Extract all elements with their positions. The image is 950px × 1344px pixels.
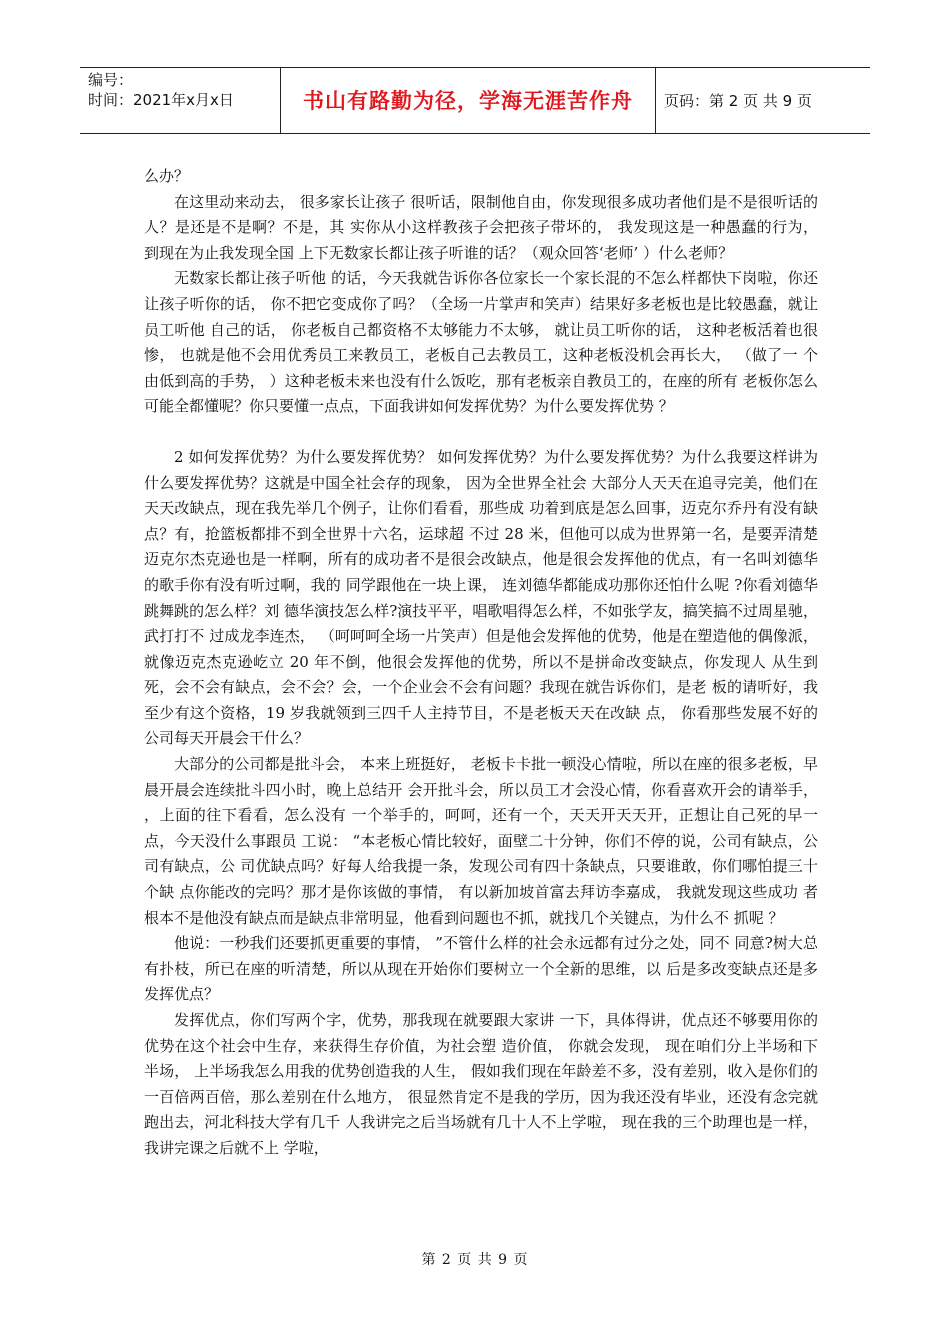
paragraph: 无数家长都让孩子听他 的话，今天我就告诉你各位家长一个家长混的不怎么样都快下岗啦，你还让孩子听你的话， 你不把它变成你了吗？（全场一片掌声和笑声）结果好多老板也是比较愚蠢，就让员工听他 自己的话， 你老板自己都资格不太够能力不太够， 就让员工听你的话， 这种老板活着也很惨， 也就是他不会用优秀员工来教员工，老板自己去教员工，这种老板没机会再长大， （做了一 个由低到高的手势， ）这种老板未来也没有什么饭吃，那有老板亲自教员工的，在座的所有 老板你怎么可能全都懂呢？你只要懂一点点，下面我讲如何发挥优势？为什么要发挥优势 ？ <box>144 269 818 416</box>
header-divider-left <box>280 67 281 133</box>
document-body <box>144 164 818 1162</box>
header-page-info: 页码：第 2 页 共 9 页 <box>664 91 812 110</box>
paragraph: 2 如何发挥优势？为什么要发挥优势？ 如何发挥优势？为什么要发挥优势？为什么我要这样讲为什么要发挥优势？这就是中国全社会存的现象， 因为全世界全社会 大部分人天天在追寻完美，他们在天天改缺点，现在我先举几个例子，让你们看看，那些成 功着到底是怎么回事，迈克尔乔丹有没有缺点？有，抢篮板都排不到全世界十六名，运球超 不过 28 米，但他可以成为世界第一名，是要弄清楚迈克尔杰克逊也是一样啊，所有的成功者不是很会改缺点，他是很会发挥他的优点，有一名叫刘德华的歌手你有没有听过啊，我的 同学跟他在一块上课， 连刘德华都能成功那你还怕什么呢 ?你看刘德华跳舞跳的怎么样？刘 德华演技怎么样?演技平平，唱歌唱得怎么样，不如张学友，搞笑搞不过周星驰，武打打不 过成龙李连杰， （呵呵呵全场一片笑声）但是他会发挥他的优势，他是在塑造他的偶像派， 就像迈克杰克逊屹立 20 年不倒，他很会发挥他的优势，所以不是拼命改变缺点，你发现人 从生到死，会不会有缺点，会不会？会，一个企业会不会有问题？我现在就告诉你们，是老 板的请听好，我至少有这个资格，19 岁我就领到三四千人主持节目，不是老板天天在改缺 点， 你看那些发展不好的公司每天开晨会干什么？ <box>144 447 818 748</box>
document-number-label: 编号： <box>88 71 134 89</box>
page-footer: 第 2 页 共 9 页 <box>421 1252 529 1268</box>
header-divider-right <box>655 67 656 133</box>
paragraph: 发挥优点，你们写两个字，优势，那我现在就要跟大家讲 一下，具体得讲，优点还不够要用你的优势在这个社会中生存，来获得生存价值，为社会塑 造价值， 你就会发现， 现在咱们分上半场和下半场， 上半场我怎么用我的优势创造我的人生， 假如我们现在年龄差不多，没有差别，收入是你们的一百倍两百倍，那么差别在什么地方， 很显然肯定不是我的学历，因为我还没有毕业，还没有念完就跑出去，河北科技大学有几千 人我讲完之后当场就有几十人不上学啦， 现在我的三个助理也是一样， 我讲完课之后就不上 学啦， <box>144 1011 818 1157</box>
header-bottom-rule <box>80 133 870 134</box>
header-motto: 书山有路勤为径，学海无涯苦作舟 <box>303 89 633 113</box>
paragraph: 大部分的公司都是批斗会， 本来上班挺好， 老板卡卡批一顿没心情啦，所以在座的很多老板，早晨开晨会连续批斗四小时，晚上总结开 会开批斗会，所以员工才会没心情，你看喜欢开会的请举手， ，上面的往下看看，怎么没有 一个举手的，呵呵，还有一个，天天开天天开，正想让自己死的早一点，今天没什么事跟员 工说： “本老板心情比较好，面壁二十分钟，你们不停的说，公司有缺点，公司有缺点，公 司优缺点吗？好每人给我提一条，发现公司有四十条缺点，只要谁敢，你们哪怕提三十个缺 点你能改的完吗？那才是你该做的事情， 有以新加坡首富去拜访李嘉成， 我就发现这些成功 者根本不是他没有缺点而是缺点非常明显，他看到问题也不抓，就找几个关键点，为什么不 抓呢 ？ <box>144 755 818 927</box>
header-meta <box>88 70 278 110</box>
paragraph: 么办？ <box>144 167 190 185</box>
paragraph: 他说：一秒我们还要抓更重要的事情， ”不管什么样的社会永远都有过分之处，同不 同意?树大总有扑枝，所已在座的听清楚，所以从现在开始你们要树立一个全新的思维，以 后是多改变缺点还是多发挥优点？ <box>144 934 818 1004</box>
paragraph: 在这里动来动去， 很多家长让孩子 很听话，限制他自由，你发现很多成功者他们是不是很听话的人？是还是不是啊？不是，其 实你从小这样教孩子会把孩子带坏的， 我发现这是一种愚蠢的行为， 到现在为止我发现全国 上下无数家长都让孩子听谁的话？（观众回答‘老师’ ）什么老师？ <box>144 192 818 262</box>
document-date: 时间：2021年x月x日 <box>88 91 234 109</box>
